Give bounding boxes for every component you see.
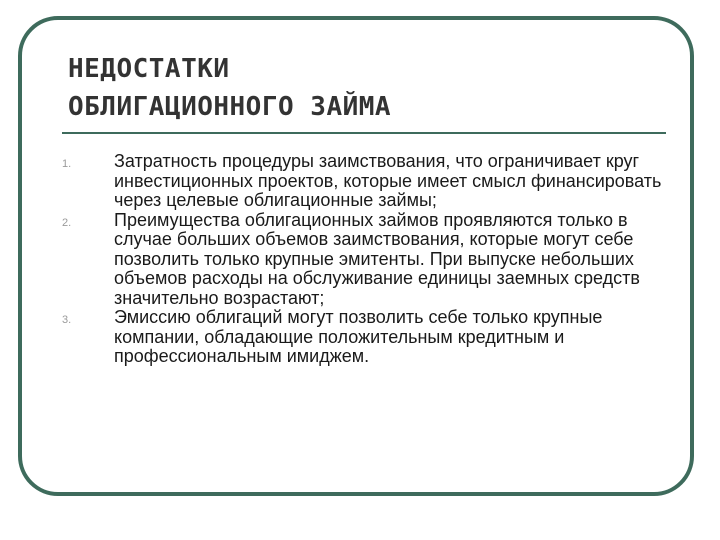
slide-title — [68, 50, 391, 126]
title-line-1: НЕДОСТАТКИ — [68, 54, 230, 84]
title-line-2: ОБЛИГАЦИОННОГО ЗАЙМА — [68, 92, 392, 122]
list-item-text: Затратность процедуры заимствования, что ограничивает круг инвестиционных проектов, которые имеет смысл финансировать через целевые облигационные займы; — [114, 151, 662, 210]
list-item — [62, 152, 662, 211]
list-item-text: Эмиссию облигаций могут позволить себе только крупные компании, обладающие положительным кредитным и профессиональным имиджем. — [114, 307, 603, 366]
list-item-number: 3. — [62, 314, 72, 326]
list-item-number: 2. — [62, 216, 72, 229]
drawbacks-list — [62, 152, 662, 367]
title-divider — [62, 132, 666, 134]
list-item — [62, 211, 662, 309]
list-item-text: Преимущества облигационных займов проявляются только в случае больших объемов заимствования, которые могут себе позволить только крупные эмитенты. При выпуске небольших объемов расходы на обслуживание единицы заемных средств значительно возрастают; — [114, 209, 640, 308]
list-item — [62, 308, 662, 367]
list-item-number: 1. — [62, 158, 72, 170]
